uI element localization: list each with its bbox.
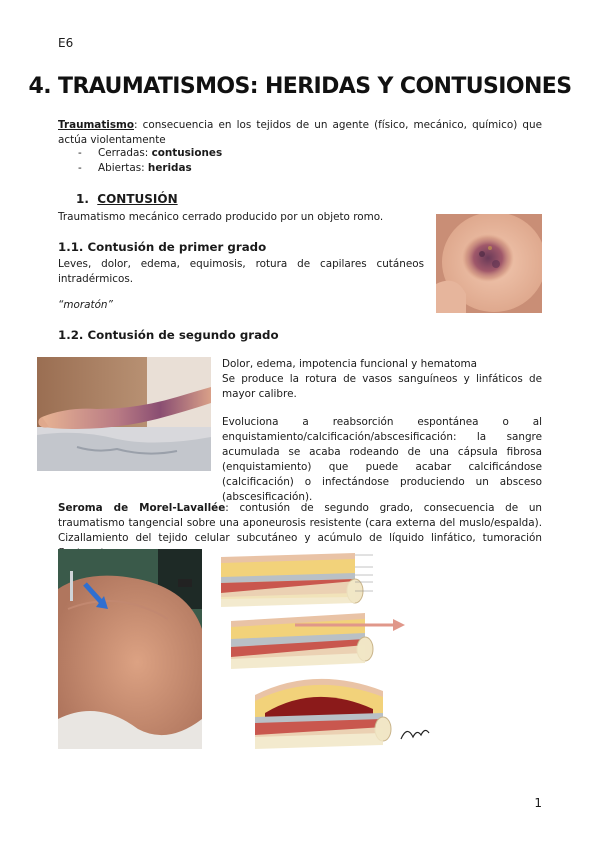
header-tag: E6 — [58, 36, 74, 50]
intro-list — [58, 146, 458, 176]
list-item — [58, 146, 458, 161]
seroma-photo — [58, 549, 202, 749]
arm-hematoma-photo — [37, 357, 211, 471]
list-dash: - — [78, 162, 82, 174]
list-prefix: Abiertas: — [98, 162, 148, 174]
seroma-term: Seroma de Morel-Lavallée — [58, 502, 226, 514]
diagram-panel-seroma — [255, 679, 391, 749]
artist-signature — [401, 730, 429, 739]
intro-definition-text: : consecuencia en los tejidos de un agente (físico, mecánico, químico) que actúa violentamente — [58, 119, 542, 146]
section-intro-text: Traumatismo mecánico cerrado producido por un objeto romo. — [58, 211, 384, 223]
section-heading — [76, 192, 178, 206]
section-number: 1. — [76, 192, 89, 206]
bruise-photo — [436, 214, 542, 313]
vessels-text: Se produce la rotura de vasos sanguíneos y linfáticos de mayor calibre. — [222, 373, 542, 400]
diagram-panel-shear — [231, 613, 405, 669]
subsection-heading: 1.1. Contusión de primer grado — [58, 240, 267, 254]
seroma-diagram — [215, 549, 440, 754]
page-number: 1 — [534, 796, 542, 810]
seroma-text: : contusión de segundo grado, consecuencia de un traumatismo tangencial sobre una aponeurosis resistente (cara externa del muslo/espalda). Cizallamiento del tejido celular subcutáneo y acúmulo de líquido linfático, tumoración — [58, 502, 542, 544]
intro-term: Traumatismo — [58, 119, 134, 131]
subsection-text: Leves, dolor, edema, equimosis, rotura de capilares cutáneos intradérmicos. — [58, 258, 424, 285]
intro-definition — [58, 118, 542, 148]
list-value: contusiones — [151, 147, 223, 159]
list-prefix: Cerradas: — [98, 147, 152, 159]
page-title: 4. TRAUMATISMOS: HERIDAS Y CONTUSIONES — [28, 74, 572, 99]
evolution-text: Evoluciona a reabsorción espontánea o al enquistamiento/calcificación/abscesificación: la sangre acumulada se acaba rodeando de una cápsula fibrosa (enquistamiento) que puede acabar calcificándose (calcificación) o infectándose produciendo un absceso (abscesificación). — [222, 416, 542, 503]
subsection-heading: 1.2. Contusión de segundo grado — [58, 328, 279, 342]
section-title: CONTUSIÓN — [97, 192, 178, 206]
list-value: heridas — [147, 162, 192, 174]
diagram-panel-normal — [221, 553, 373, 607]
list-dash: - — [78, 147, 82, 159]
symptoms-line: Dolor, edema, impotencia funcional y hematoma — [222, 358, 478, 370]
list-item — [58, 161, 458, 176]
quote-text: “moratón” — [58, 299, 113, 311]
